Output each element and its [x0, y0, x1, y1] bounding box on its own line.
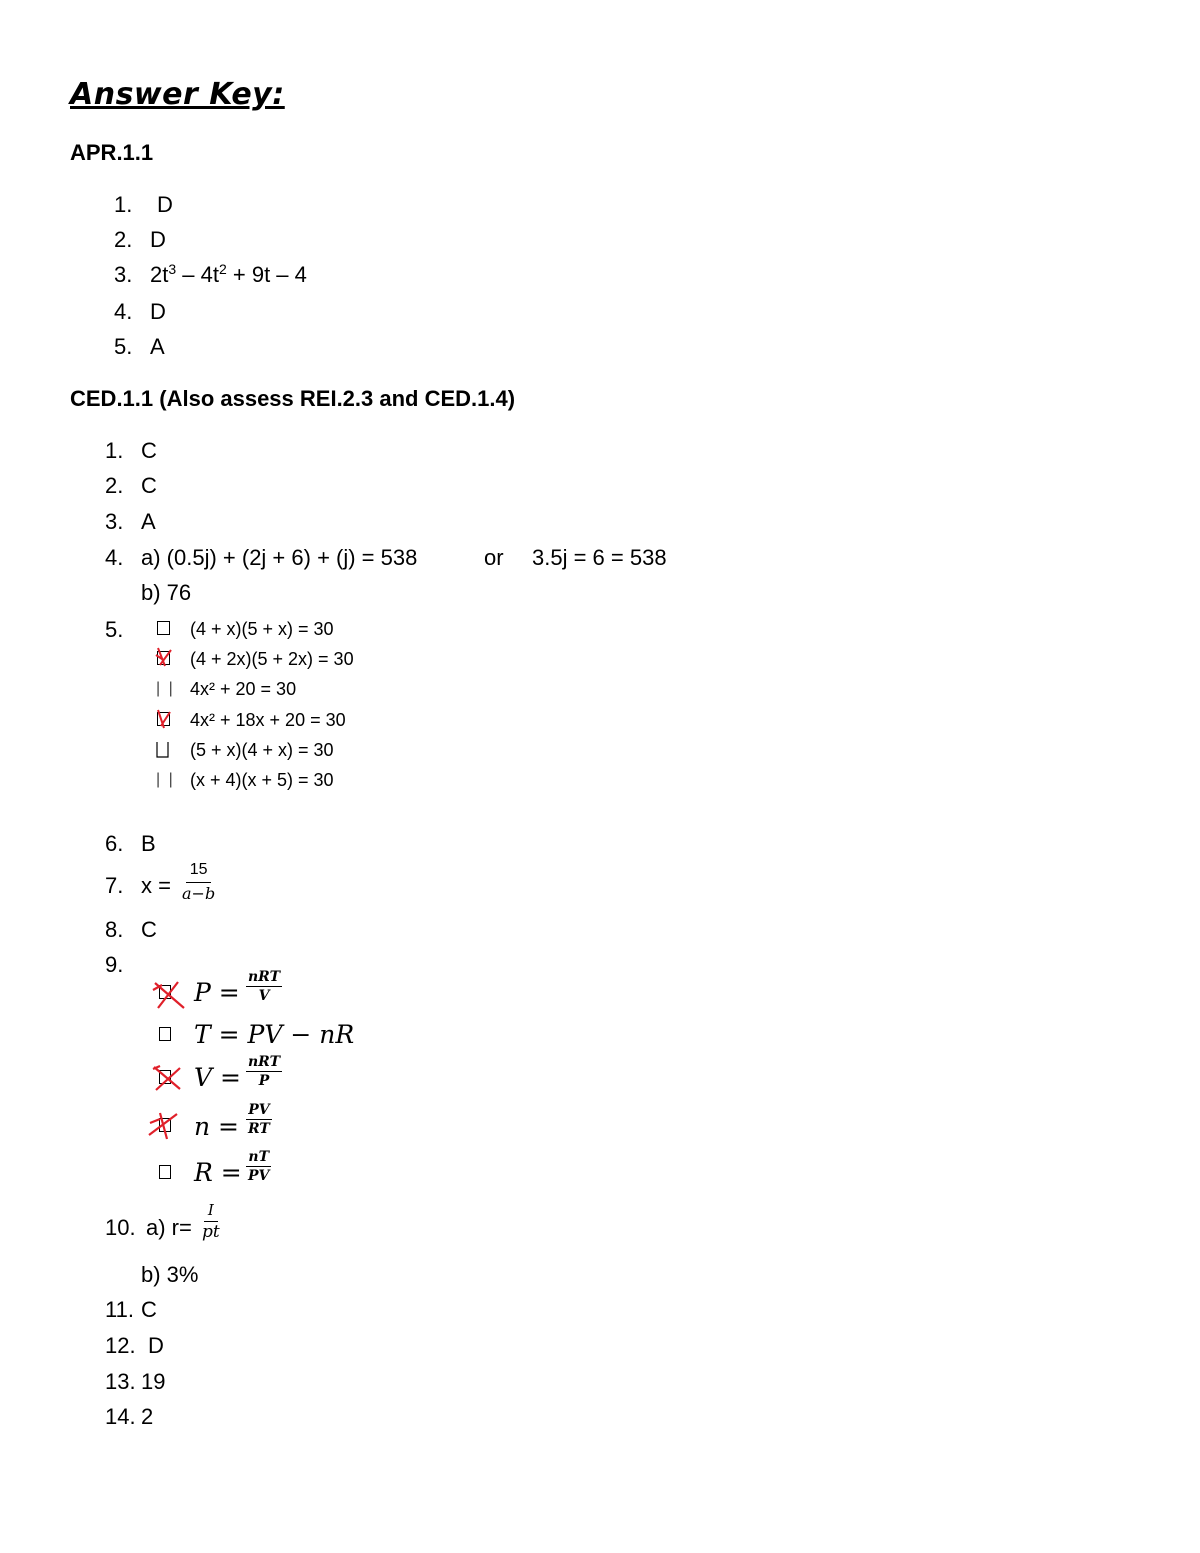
ced-item-number: 1.	[105, 438, 124, 463]
ced-item-number: 8.	[105, 917, 124, 942]
empty-checkbox-icon	[159, 1027, 171, 1041]
fraction-nrt-over-p: $\frac{\text{nRT}}{P}$	[248, 1054, 280, 1089]
item-9-option-lhs: P =	[194, 978, 240, 1007]
item-9-option: T = PV − nR	[194, 1020, 355, 1049]
item-5-option: (x + 4)(x + 5) = 30	[190, 770, 334, 790]
ced-item-answer: 19	[141, 1369, 166, 1394]
ced-item-number: 6.	[105, 831, 124, 856]
ced-item-answer: C	[141, 917, 157, 942]
item-5-option: 4x² + 18x + 20 = 30	[190, 710, 346, 730]
apr-item-answer: A	[150, 334, 165, 359]
fraction-nt-over-pv: $\frac{nT}{PV}$	[248, 1149, 270, 1184]
ced-item-number: 4.	[105, 545, 124, 570]
ced-item-answer: C	[141, 1297, 157, 1322]
item-9-option-lhs: n =	[194, 1112, 239, 1141]
ced-item-4-part-b: b) 76	[141, 580, 192, 605]
item-5-option: 4x² + 20 = 30	[190, 679, 297, 699]
item-5-option: (5 + x)(4 + x) = 30	[190, 740, 334, 760]
ced-item-answer: 2	[141, 1404, 154, 1429]
red-x-mark-icon	[150, 978, 188, 1012]
apr-item-number: 3.	[114, 262, 133, 287]
ced-item-7-lhs: x =	[141, 873, 171, 898]
fraction-pv-over-rt: $\frac{PV}{RT}$	[248, 1102, 270, 1137]
apr-item-number: 2.	[114, 227, 133, 252]
ced-item-4-part-a: a) (0.5j) + (2j + 6) + (j) = 538	[141, 545, 418, 570]
apr-item-answer-polynomial: $2t^3 - 4t^2 + 9t - 4$	[150, 261, 307, 287]
ced-item-10-part-b: b) 3%	[141, 1262, 199, 1287]
red-check-mark-icon	[153, 646, 175, 670]
ced-item-number: 2.	[105, 473, 124, 498]
item-5-option: (4 + 2x)(5 + 2x) = 30	[190, 649, 354, 669]
fraction-nrt-over-v: $\frac{\text{nRT}}{V}$	[248, 969, 280, 1004]
empty-checkbox-icon: | |	[156, 771, 175, 788]
ced-item-answer: C	[141, 473, 157, 498]
fraction-numerator: 15	[186, 862, 212, 883]
page-title: Answer Key:	[70, 77, 285, 112]
apr-item-number: 4.	[114, 299, 133, 324]
ced-item-number: 9.	[105, 952, 124, 977]
apr-item-answer: D	[150, 299, 166, 324]
ced-item-number: 5.	[105, 617, 124, 642]
red-check-mark-icon	[146, 1110, 182, 1142]
red-x-mark-icon	[150, 1063, 188, 1093]
section-heading-apr: APR.1.1	[70, 140, 154, 165]
empty-checkbox-icon	[159, 1165, 171, 1179]
ced-item-4-or: or	[484, 545, 504, 570]
fraction-15-over-a-minus-b	[178, 862, 219, 903]
red-check-mark-icon	[153, 707, 175, 731]
ced-item-10-part-a: a) r=	[146, 1215, 192, 1240]
ced-item-number: 12.	[105, 1333, 136, 1358]
empty-checkbox-icon	[157, 621, 170, 635]
empty-checkbox-icon: | |	[156, 680, 175, 697]
ced-item-number: 13.	[105, 1369, 136, 1394]
ced-item-answer: C	[141, 438, 157, 463]
ced-item-answer: B	[141, 831, 156, 856]
ced-item-number: 10.	[105, 1215, 136, 1240]
ced-item-number: 7.	[105, 873, 124, 898]
ced-item-4-alternative: 3.5j = 6 = 538	[532, 545, 667, 570]
section-heading-ced: CED.1.1 (Also assess REI.2.3 and CED.1.4)	[70, 386, 516, 411]
apr-item-answer: D	[150, 227, 166, 252]
ced-item-answer: A	[141, 509, 156, 534]
apr-item-answer: D	[157, 192, 173, 217]
empty-checkbox-icon	[155, 741, 171, 759]
ced-item-number: 3.	[105, 509, 124, 534]
item-9-option-lhs: V =	[194, 1063, 241, 1092]
ced-item-number: 11.	[105, 1297, 134, 1322]
apr-item-number: 5.	[114, 334, 133, 359]
apr-item-number: 1.	[114, 192, 133, 217]
item-5-option: (4 + x)(5 + x) = 30	[190, 619, 334, 639]
fraction-denominator: a−b	[182, 883, 216, 903]
item-9-option-lhs: R =	[194, 1158, 242, 1187]
fraction-i-over-pt: $\frac{I}{pt}$	[202, 1201, 220, 1242]
ced-item-answer: D	[148, 1333, 164, 1358]
ced-item-number: 14.	[105, 1404, 136, 1429]
